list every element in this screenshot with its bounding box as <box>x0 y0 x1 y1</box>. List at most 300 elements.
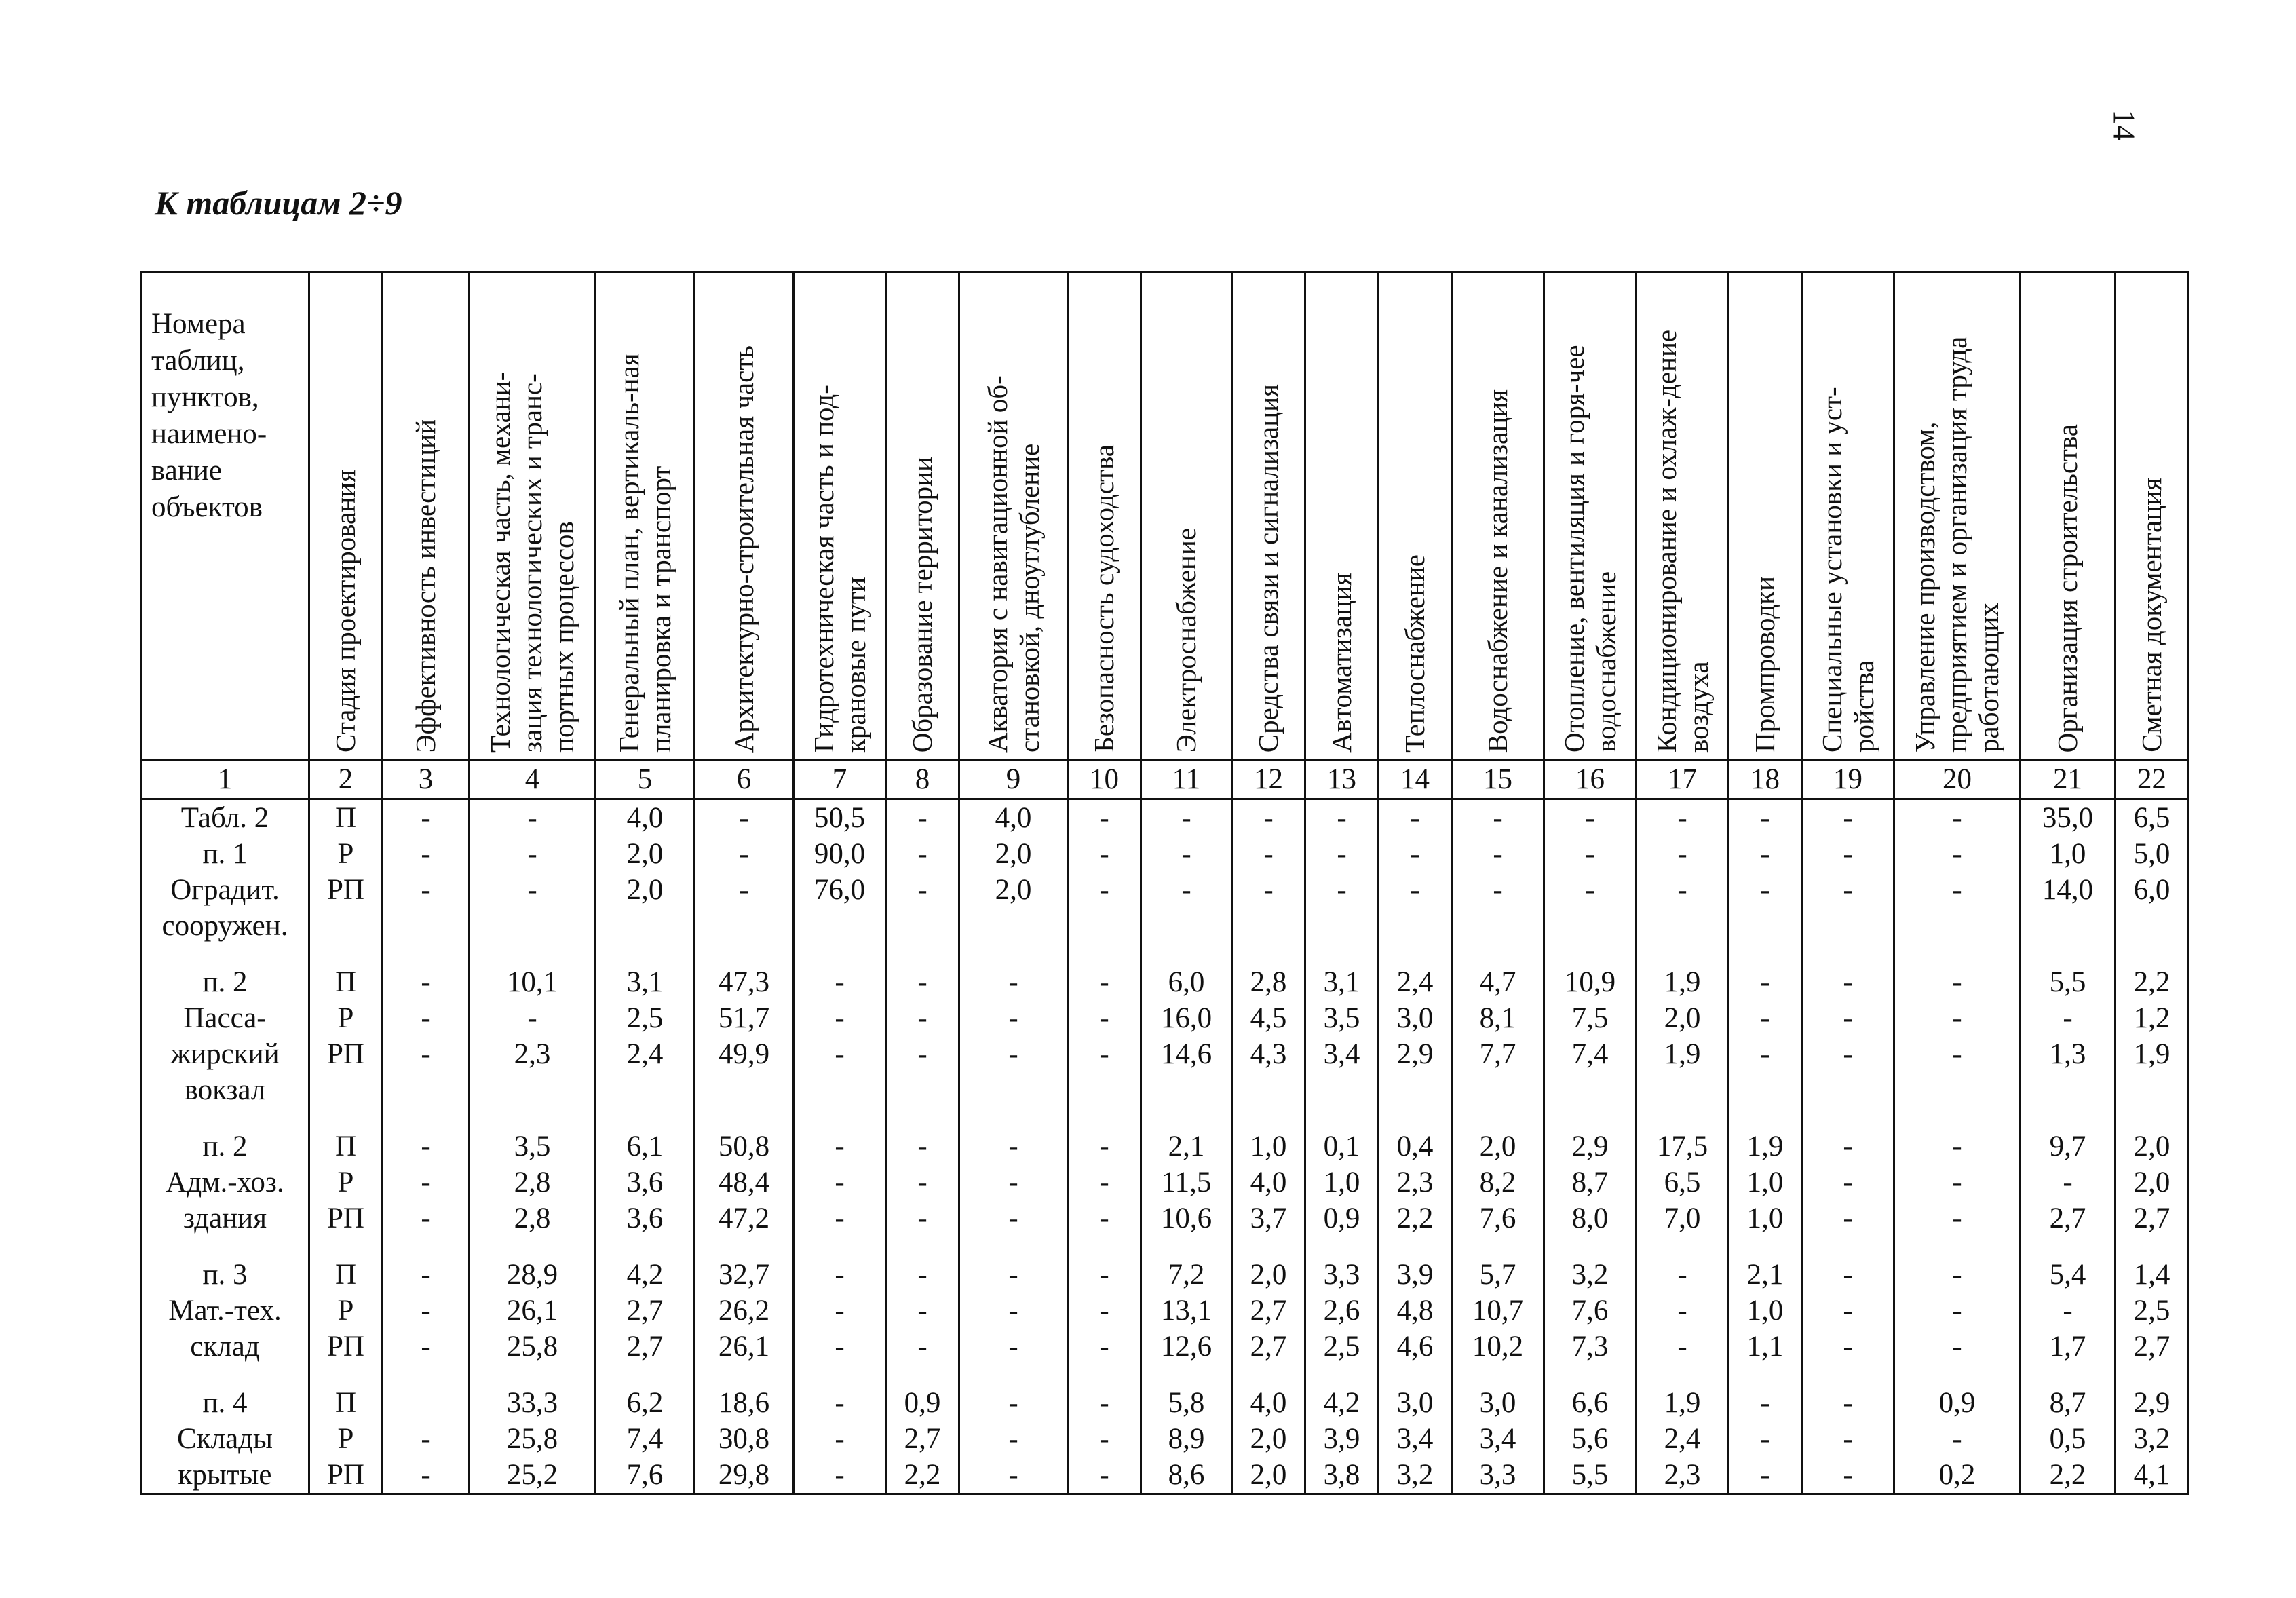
value-cell: - <box>886 799 959 837</box>
column-number: 14 <box>1379 761 1452 799</box>
object-name: п. 1 <box>141 836 309 872</box>
value-cell: 2,0 <box>1232 1457 1305 1494</box>
table-body <box>141 799 2189 1494</box>
value-cell: 11,5 <box>1141 1164 1232 1200</box>
value-cell: 1,3 <box>2021 1036 2116 1072</box>
value-cell: - <box>959 1164 1068 1200</box>
value-cell: 5,7 <box>1452 1257 1544 1293</box>
value-cell: 48,4 <box>695 1164 794 1200</box>
value-cell: - <box>1802 964 1894 1000</box>
value-cell: 2,2 <box>2116 964 2189 1000</box>
value-cell: - <box>1068 964 1141 1000</box>
value-cell: 3,8 <box>1305 1457 1379 1494</box>
value-cell: - <box>1452 836 1544 872</box>
header-col-8 <box>886 273 959 761</box>
value-cell <box>1894 908 2021 944</box>
value-cell: 7,4 <box>596 1421 695 1457</box>
object-name: Адм.-хоз. <box>141 1164 309 1200</box>
value-cell: 30,8 <box>695 1421 794 1457</box>
value-cell <box>1452 1072 1544 1108</box>
header-col-9 <box>959 273 1068 761</box>
value-cell: 5,4 <box>2021 1257 2116 1293</box>
column-number: 10 <box>1068 761 1141 799</box>
value-cell: 1,0 <box>1305 1164 1379 1200</box>
value-cell: 18,6 <box>695 1385 794 1421</box>
value-cell: 2,0 <box>1232 1257 1305 1293</box>
table-row <box>141 1421 2189 1457</box>
header-label: Электроснабжение <box>1170 527 1202 753</box>
header-label: Средства связи и сигнализация <box>1252 383 1284 753</box>
value-cell: - <box>1729 1000 1802 1036</box>
value-cell <box>1068 908 1141 944</box>
stage-cell: Р <box>309 836 383 872</box>
value-cell: 17,5 <box>1637 1128 1729 1164</box>
value-cell: 2,0 <box>2116 1164 2189 1200</box>
value-cell: - <box>959 1257 1068 1293</box>
value-cell: 0,1 <box>1305 1128 1379 1164</box>
value-cell: - <box>1802 1293 1894 1329</box>
value-cell: 12,6 <box>1141 1329 1232 1365</box>
value-cell <box>1068 1072 1141 1108</box>
column-number: 19 <box>1802 761 1894 799</box>
value-cell: 90,0 <box>794 836 886 872</box>
value-cell: - <box>886 1128 959 1164</box>
value-cell <box>886 908 959 944</box>
value-cell: 8,1 <box>1452 1000 1544 1036</box>
value-cell <box>1544 1072 1637 1108</box>
value-cell: - <box>886 872 959 908</box>
header-col-7 <box>794 273 886 761</box>
header-label: Технологическая часть, механи-зация технологических и транс-портных процессов <box>484 371 579 753</box>
value-cell: - <box>383 964 470 1000</box>
page-number: 14 <box>2107 109 2142 141</box>
value-cell <box>1637 908 1729 944</box>
table-row <box>141 1128 2189 1164</box>
value-cell: - <box>1894 1200 2021 1236</box>
column-number-row <box>141 761 2189 799</box>
stage-cell: РП <box>309 1036 383 1072</box>
value-cell: - <box>1379 836 1452 872</box>
object-name: Склады <box>141 1421 309 1457</box>
value-cell: - <box>383 1036 470 1072</box>
value-cell: 2,2 <box>2021 1457 2116 1494</box>
value-cell: - <box>1068 1457 1141 1494</box>
table-row <box>141 1457 2189 1494</box>
value-cell: 6,2 <box>596 1385 695 1421</box>
table-row <box>141 836 2189 872</box>
value-cell: 7,3 <box>1544 1329 1637 1365</box>
value-cell: - <box>1637 1257 1729 1293</box>
header-label: Организация строительства <box>2052 423 2083 753</box>
value-cell: 5,5 <box>2021 964 2116 1000</box>
value-cell: 2,0 <box>2116 1128 2189 1164</box>
value-cell: 6,1 <box>596 1128 695 1164</box>
value-cell: - <box>1637 799 1729 837</box>
value-cell: - <box>886 1257 959 1293</box>
value-cell: 3,6 <box>596 1200 695 1236</box>
value-cell: - <box>1802 1036 1894 1072</box>
value-cell: - <box>1802 1200 1894 1236</box>
table-row <box>141 1164 2189 1200</box>
header-col-3 <box>383 273 470 761</box>
value-cell: 2,8 <box>470 1164 596 1200</box>
value-cell: 2,0 <box>596 872 695 908</box>
value-cell: 2,9 <box>2116 1385 2189 1421</box>
value-cell: - <box>1894 964 2021 1000</box>
value-cell: - <box>1894 799 2021 837</box>
header-row <box>141 273 2189 761</box>
group-spacer <box>141 1236 2189 1257</box>
value-cell: 14,0 <box>2021 872 2116 908</box>
value-cell: 2,9 <box>1544 1128 1637 1164</box>
header-col-21 <box>2021 273 2116 761</box>
value-cell: - <box>1894 1036 2021 1072</box>
value-cell: - <box>1232 872 1305 908</box>
value-cell: 4,3 <box>1232 1036 1305 1072</box>
column-number: 18 <box>1729 761 1802 799</box>
value-cell: 6,5 <box>2116 799 2189 837</box>
value-cell: - <box>1305 836 1379 872</box>
value-cell: 4,5 <box>1232 1000 1305 1036</box>
value-cell <box>383 1072 470 1108</box>
value-cell: - <box>959 1036 1068 1072</box>
value-cell: 1,7 <box>2021 1329 2116 1365</box>
header-label: Сметная документация <box>2136 478 2167 753</box>
value-cell: - <box>1894 1329 2021 1365</box>
column-number: 21 <box>2021 761 2116 799</box>
value-cell: - <box>1729 964 1802 1000</box>
value-cell: - <box>1141 799 1232 837</box>
value-cell: - <box>470 836 596 872</box>
value-cell: - <box>383 1421 470 1457</box>
value-cell: - <box>794 1000 886 1036</box>
value-cell: - <box>886 964 959 1000</box>
value-cell: - <box>1894 1257 2021 1293</box>
header-col-14 <box>1379 273 1452 761</box>
value-cell: 7,6 <box>1452 1200 1544 1236</box>
value-cell: 3,4 <box>1379 1421 1452 1457</box>
value-cell: 10,6 <box>1141 1200 1232 1236</box>
value-cell: 7,5 <box>1544 1000 1637 1036</box>
value-cell: - <box>794 1164 886 1200</box>
value-cell <box>1894 1072 2021 1108</box>
value-cell: 2,8 <box>1232 964 1305 1000</box>
value-cell: 2,5 <box>596 1000 695 1036</box>
norms-table <box>140 271 2189 1495</box>
table-row <box>141 1385 2189 1421</box>
value-cell: - <box>470 1000 596 1036</box>
value-cell: 3,9 <box>1305 1421 1379 1457</box>
value-cell: 4,1 <box>2116 1457 2189 1494</box>
value-cell: - <box>1894 1293 2021 1329</box>
value-cell: 2,4 <box>1379 964 1452 1000</box>
value-cell: 1,0 <box>1729 1293 1802 1329</box>
value-cell: 0,2 <box>1894 1457 2021 1494</box>
value-cell: 10,2 <box>1452 1329 1544 1365</box>
value-cell: 4,7 <box>1452 964 1544 1000</box>
value-cell: - <box>886 1293 959 1329</box>
header-col-22 <box>2116 273 2189 761</box>
value-cell: - <box>1068 1329 1141 1365</box>
value-cell <box>1379 908 1452 944</box>
value-cell: - <box>1894 1000 2021 1036</box>
value-cell: - <box>1637 872 1729 908</box>
value-cell: - <box>1637 1329 1729 1365</box>
value-cell <box>1305 1072 1379 1108</box>
value-cell: - <box>1068 1293 1141 1329</box>
value-cell: 9,7 <box>2021 1128 2116 1164</box>
value-cell: 1,4 <box>2116 1257 2189 1293</box>
stage-cell: П <box>309 1257 383 1293</box>
column-number: 15 <box>1452 761 1544 799</box>
header-label: Гидротехническая часть и под-крановые пути <box>807 385 871 753</box>
value-cell: - <box>1379 799 1452 837</box>
value-cell: 50,5 <box>794 799 886 837</box>
value-cell: - <box>695 799 794 837</box>
header-label: Генеральный план, вертикаль-ная планировка и транспорт <box>613 353 676 753</box>
value-cell: - <box>886 1200 959 1236</box>
header-col-15 <box>1452 273 1544 761</box>
value-cell: - <box>794 1200 886 1236</box>
column-number: 12 <box>1232 761 1305 799</box>
value-cell: - <box>1637 1293 1729 1329</box>
value-cell <box>695 1072 794 1108</box>
table-row <box>141 1000 2189 1036</box>
value-cell: - <box>1637 836 1729 872</box>
value-cell <box>794 1072 886 1108</box>
header-col-18 <box>1729 273 1802 761</box>
header-objects: Номера таблиц, пунктов, наимено-вание объектов <box>141 273 309 761</box>
table-row <box>141 872 2189 908</box>
stage-cell: П <box>309 1385 383 1421</box>
group-spacer <box>141 944 2189 964</box>
value-cell <box>1802 1072 1894 1108</box>
value-cell: 2,2 <box>886 1457 959 1494</box>
table-row <box>141 908 2189 944</box>
table-heading: К таблицам 2÷9 <box>155 184 402 222</box>
value-cell: 8,7 <box>2021 1385 2116 1421</box>
group-spacer <box>141 1108 2189 1128</box>
value-cell: - <box>383 1257 470 1293</box>
value-cell: 3,0 <box>1379 1000 1452 1036</box>
stage-cell <box>309 1072 383 1108</box>
value-cell: 0,5 <box>2021 1421 2116 1457</box>
value-cell: 3,0 <box>1379 1385 1452 1421</box>
value-cell: 3,0 <box>1452 1385 1544 1421</box>
value-cell: 26,2 <box>695 1293 794 1329</box>
column-number: 11 <box>1141 761 1232 799</box>
value-cell <box>1141 908 1232 944</box>
value-cell <box>1452 908 1544 944</box>
value-cell: 1,1 <box>1729 1329 1802 1365</box>
object-name: сооружен. <box>141 908 309 944</box>
value-cell: 5,6 <box>1544 1421 1637 1457</box>
table-row <box>141 964 2189 1000</box>
value-cell: - <box>959 1293 1068 1329</box>
value-cell: - <box>1452 872 1544 908</box>
value-cell: - <box>1729 799 1802 837</box>
header-label: Промпроводки <box>1749 576 1780 753</box>
value-cell <box>2116 908 2189 944</box>
value-cell: 6,0 <box>1141 964 1232 1000</box>
value-cell: 51,7 <box>695 1000 794 1036</box>
value-cell: 3,7 <box>1232 1200 1305 1236</box>
value-cell: 4,2 <box>1305 1385 1379 1421</box>
header-label: Акватория с навигационной об-становкой, дноуглубление <box>981 375 1045 753</box>
value-cell: 2,9 <box>1379 1036 1452 1072</box>
header-label: Управление производством, предприятием и организация труда работающих <box>1909 336 2004 753</box>
value-cell: - <box>1894 1164 2021 1200</box>
value-cell: - <box>2021 1293 2116 1329</box>
column-number: 1 <box>141 761 309 799</box>
value-cell <box>959 908 1068 944</box>
value-cell <box>1232 908 1305 944</box>
value-cell: - <box>794 1329 886 1365</box>
value-cell: 76,0 <box>794 872 886 908</box>
value-cell: - <box>886 1164 959 1200</box>
value-cell: 25,8 <box>470 1329 596 1365</box>
header-col-2 <box>309 273 383 761</box>
value-cell: 0,4 <box>1379 1128 1452 1164</box>
value-cell: - <box>1068 1164 1141 1200</box>
header-label: Стадия проектирования <box>330 470 361 753</box>
value-cell: 10,7 <box>1452 1293 1544 1329</box>
value-cell: 3,3 <box>1452 1457 1544 1494</box>
value-cell <box>1379 1072 1452 1108</box>
value-cell: - <box>1544 836 1637 872</box>
header-col-11 <box>1141 273 1232 761</box>
value-cell: 2,7 <box>2116 1329 2189 1365</box>
value-cell: - <box>1068 1257 1141 1293</box>
value-cell: - <box>794 1293 886 1329</box>
value-cell: 3,2 <box>1544 1257 1637 1293</box>
value-cell: - <box>1802 1421 1894 1457</box>
value-cell: 2,7 <box>1232 1293 1305 1329</box>
value-cell: - <box>1729 836 1802 872</box>
value-cell: 2,0 <box>1232 1421 1305 1457</box>
value-cell: 1,9 <box>1729 1128 1802 1164</box>
value-cell: 2,3 <box>470 1036 596 1072</box>
value-cell: - <box>470 872 596 908</box>
value-cell: - <box>1729 1421 1802 1457</box>
header-col-4 <box>470 273 596 761</box>
stage-cell: П <box>309 964 383 1000</box>
value-cell: - <box>1802 1000 1894 1036</box>
value-cell: 2,5 <box>1305 1329 1379 1365</box>
value-cell: 8,2 <box>1452 1164 1544 1200</box>
header-label: Образование территории <box>906 456 938 753</box>
table-row <box>141 1329 2189 1365</box>
header-col-6 <box>695 273 794 761</box>
value-cell: 4,6 <box>1379 1329 1452 1365</box>
table-row <box>141 799 2189 837</box>
object-name: крытые <box>141 1457 309 1494</box>
value-cell: - <box>1802 872 1894 908</box>
value-cell: - <box>1068 1000 1141 1036</box>
value-cell: - <box>383 1000 470 1036</box>
header-label: Отопление, вентиляция и горя-чее водоснабжение <box>1558 345 1622 753</box>
value-cell: - <box>1544 799 1637 837</box>
value-cell: 4,8 <box>1379 1293 1452 1329</box>
header-label: Специальные установки и уст-ройства <box>1816 387 1879 753</box>
object-name: п. 4 <box>141 1385 309 1421</box>
header-label: Кондиционирование и охлаж-дение воздуха <box>1650 329 1714 753</box>
stage-cell: Р <box>309 1164 383 1200</box>
column-number: 6 <box>695 761 794 799</box>
value-cell: 2,0 <box>959 872 1068 908</box>
value-cell: 2,6 <box>1305 1293 1379 1329</box>
value-cell: 50,8 <box>695 1128 794 1164</box>
value-cell <box>1729 1072 1802 1108</box>
column-number: 13 <box>1305 761 1379 799</box>
value-cell: 2,4 <box>1637 1421 1729 1457</box>
value-cell: 2,7 <box>2116 1200 2189 1236</box>
value-cell: 3,2 <box>2116 1421 2189 1457</box>
stage-cell: Р <box>309 1421 383 1457</box>
column-number: 8 <box>886 761 959 799</box>
value-cell: 3,4 <box>1305 1036 1379 1072</box>
header-col-12 <box>1232 273 1305 761</box>
value-cell: 13,1 <box>1141 1293 1232 1329</box>
value-cell <box>383 908 470 944</box>
value-cell: 2,4 <box>596 1036 695 1072</box>
header-col-5 <box>596 273 695 761</box>
value-cell: 3,3 <box>1305 1257 1379 1293</box>
value-cell: 1,0 <box>1729 1200 1802 1236</box>
value-cell: - <box>959 1200 1068 1236</box>
value-cell: 7,2 <box>1141 1257 1232 1293</box>
value-cell: 7,6 <box>1544 1293 1637 1329</box>
value-cell: 1,0 <box>1729 1164 1802 1200</box>
table-row <box>141 1036 2189 1072</box>
value-cell: 1,0 <box>1232 1128 1305 1164</box>
value-cell: - <box>959 1128 1068 1164</box>
value-cell: - <box>959 1457 1068 1494</box>
stage-cell: Р <box>309 1000 383 1036</box>
value-cell: - <box>959 964 1068 1000</box>
value-cell: 0,9 <box>886 1385 959 1421</box>
value-cell: - <box>1894 1421 2021 1457</box>
value-cell: - <box>959 1000 1068 1036</box>
object-name: вокзал <box>141 1072 309 1108</box>
value-cell: - <box>1068 799 1141 837</box>
header-col-13 <box>1305 273 1379 761</box>
stage-cell: РП <box>309 1329 383 1365</box>
value-cell: 3,9 <box>1379 1257 1452 1293</box>
value-cell: - <box>959 1385 1068 1421</box>
value-cell: 6,6 <box>1544 1385 1637 1421</box>
header-label: Архитектурно-строительная часть <box>728 345 759 753</box>
value-cell: 3,6 <box>596 1164 695 1200</box>
value-cell: 2,0 <box>1452 1128 1544 1164</box>
value-cell: 5,8 <box>1141 1385 1232 1421</box>
value-cell: 49,9 <box>695 1036 794 1072</box>
value-cell: - <box>794 964 886 1000</box>
value-cell: 4,2 <box>596 1257 695 1293</box>
value-cell: - <box>1894 836 2021 872</box>
value-cell: 3,1 <box>596 964 695 1000</box>
value-cell <box>2021 1072 2116 1108</box>
value-cell: 2,3 <box>1379 1164 1452 1200</box>
header-label: Водоснабжение и канализация <box>1482 389 1513 753</box>
table-row <box>141 1257 2189 1293</box>
value-cell: 4,0 <box>1232 1385 1305 1421</box>
object-name: п. 2 <box>141 964 309 1000</box>
header-col-16 <box>1544 273 1637 761</box>
value-cell: 1,9 <box>2116 1036 2189 1072</box>
value-cell: - <box>1802 1457 1894 1494</box>
value-cell: - <box>470 799 596 837</box>
